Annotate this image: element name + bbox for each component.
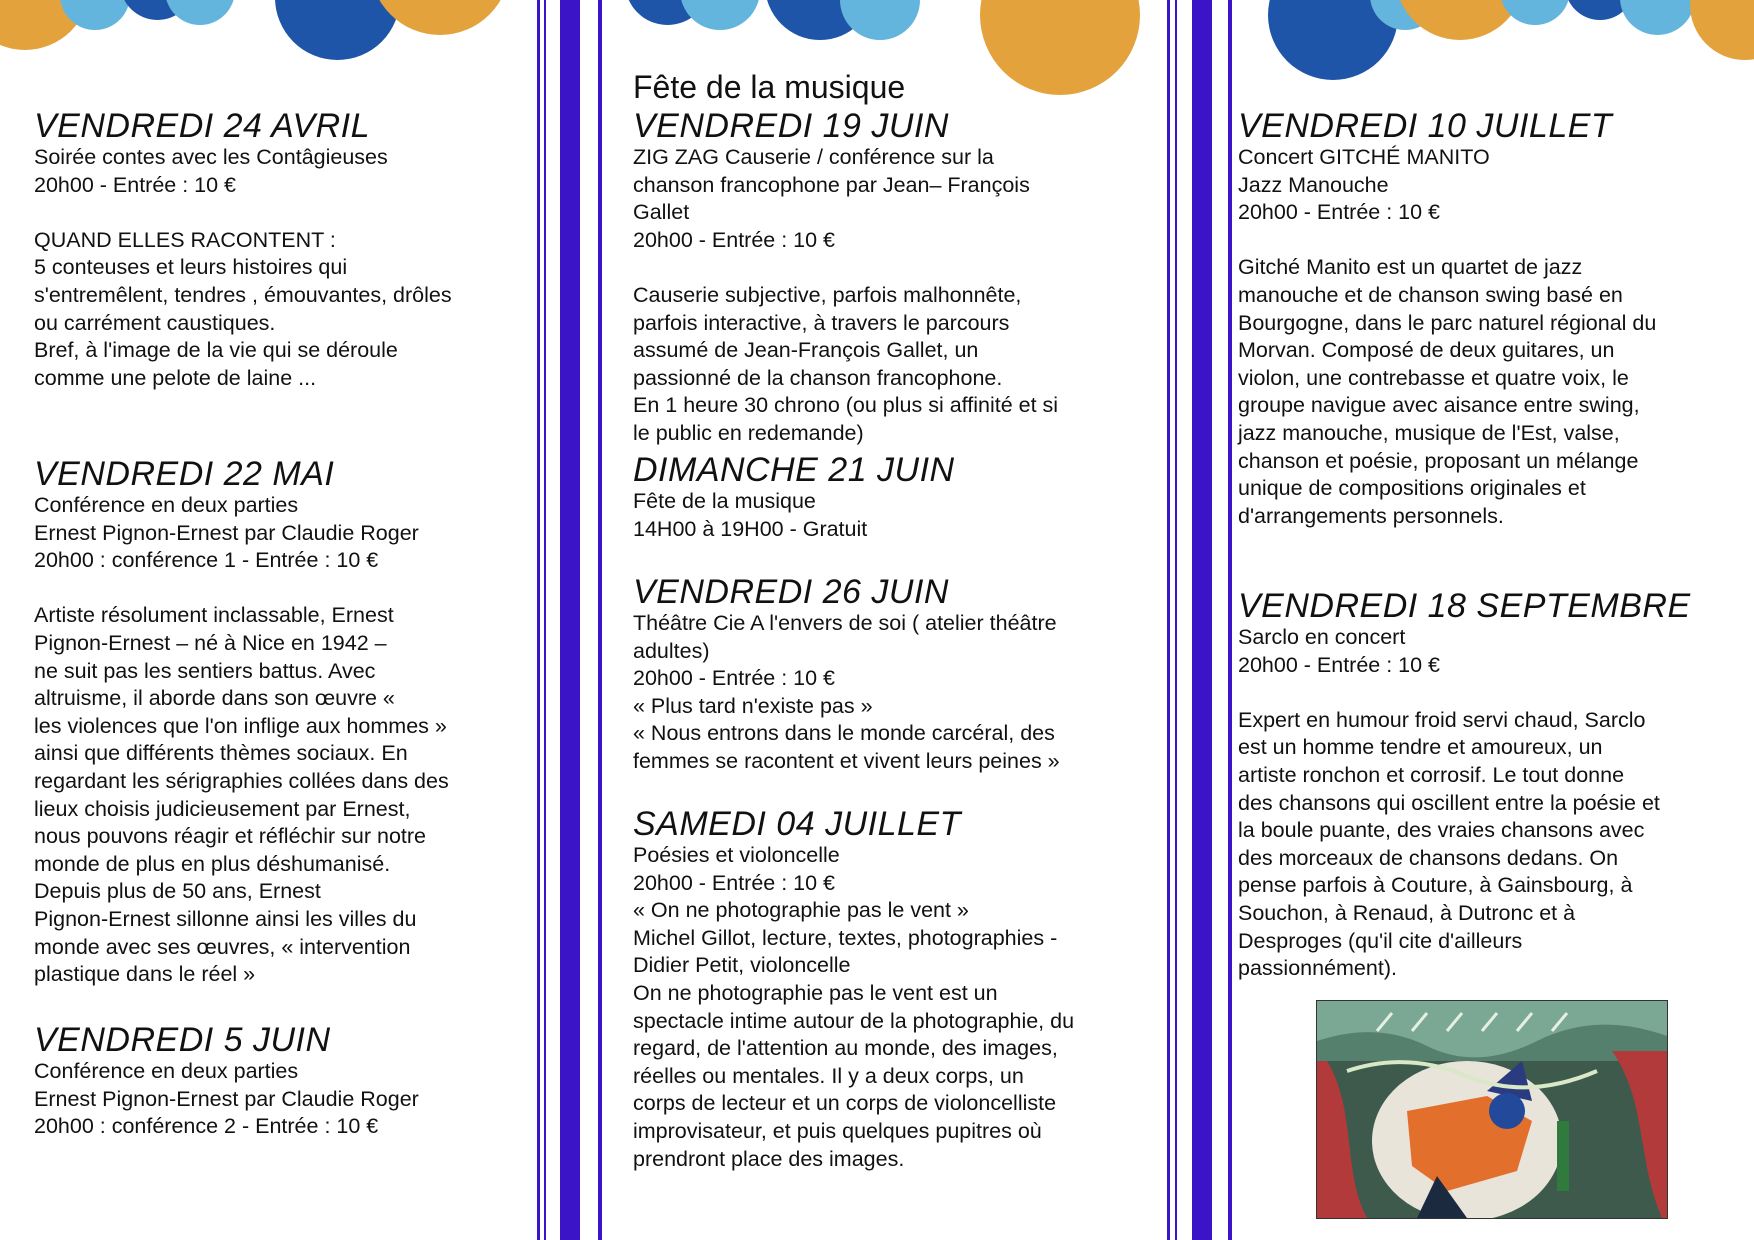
event-26-juin — [633, 574, 1060, 776]
event-date: VENDREDI 5 JUIN — [34, 1021, 331, 1059]
event-date: VENDREDI 24 AVRIL — [34, 107, 371, 145]
concert-photo — [1316, 1000, 1668, 1219]
decor-circle-sky — [1620, 0, 1695, 35]
decor-circle-orange — [1690, 0, 1754, 60]
event-description: Concert GITCHÉ MANITO Jazz Manouche 20h00 - Entrée : 10 € Gitché Manito est un quartet de jazz manouche et de chanson swing basé en Bourgogne, dans le parc naturel régional du Morvan. Composé de deux guitares, un violon, une contrebasse et quatre voix, le groupe navigue avec aisance entre swing, jazz manouche, musique de l'Est, valse, chanson et poésie, proposant un mélange unique de compositions originales et d'arrangements personnels. — [1238, 145, 1657, 528]
event-date: VENDREDI 18 SEPTEMBRE — [1238, 587, 1691, 625]
event-description: Conférence en deux parties Ernest Pignon-Ernest par Claudie Roger 20h00 : conférence 1 - Entrée : 10 € Artiste résolument inclassable, Ernest Pignon-Ernest – né à Nice en 1942 – ne suit pas les sentiers battus. Avec altruisme, il aborde dans son œuvre « les violences que l'on inflige aux hommes » ainsi que différents thèmes sociaux. En regardant les sérigraphies collées dans des lieux choisis judicieusement par Ernest, nous pouvons réagir et réfléchir sur notre monde de plus en plus déshumanisé. Depuis plus de 50 ans, Ernest Pignon-Ernest sillonne ainsi les villes du monde avec ses œuvres, « intervention plastique dans le réel » — [34, 493, 449, 987]
event-description: Sarclo en concert 20h00 - Entrée : 10 € Expert en humour froid servi chaud, Sarclo est un homme tendre et amoureux, un artiste ronchon et corrosif. Le tout donne des chansons qui oscillent entre la poésie et la boule puante, des vraies chansons avec des morceaux de chansons dedans. On pense parfois à Couture, à Gainsbourg, à Souchon, à Renaud, à Dutronc et à Desproges (qu'il cite d'ailleurs passionnément). — [1238, 625, 1660, 981]
mural-illustration — [1317, 1001, 1667, 1218]
event-date: VENDREDI 19 JUIN — [633, 107, 949, 145]
decor-circle-sky — [840, 0, 920, 40]
decor-circle-navy — [275, 0, 400, 60]
event-10-juillet — [1238, 108, 1656, 530]
event-description: Théâtre Cie A l'envers de soi ( atelier théâtre adultes) 20h00 - Entrée : 10 € « Plus tard n'existe pas » « Nous entrons dans le monde carcéral, des femmes se racontent et vivent leurs peines » — [633, 611, 1060, 773]
event-24-avril — [34, 108, 452, 392]
event-date: DIMANCHE 21 JUIN — [633, 451, 955, 489]
event-18-septembre — [1238, 588, 1691, 983]
decor-circle-sky — [1500, 0, 1570, 25]
event-date: VENDREDI 26 JUIN — [633, 573, 949, 611]
event-22-mai — [34, 456, 449, 989]
event-date: VENDREDI 10 JUILLET — [1238, 107, 1613, 145]
event-04-juillet — [633, 806, 1074, 1173]
event-description: Conférence en deux parties Ernest Pignon-Ernest par Claudie Roger 20h00 : conférence 2 - Entrée : 10 € — [34, 1059, 419, 1139]
event-19-juin — [633, 70, 1058, 448]
event-description: ZIG ZAG Causerie / conférence sur la chanson francophone par Jean– François Gallet 20h00 - Entrée : 10 € Causerie subjective, parfois malhonnête, parfois interactive, à travers le parcours assumé de Jean-François Gallet, un passionné de la chanson francophone. En 1 heure 30 chrono (ou plus si affinité et si le public en redemande) — [633, 145, 1059, 445]
event-date: SAMEDI 04 JUILLET — [633, 805, 961, 843]
event-pretitle: Fête de la musique — [633, 69, 906, 105]
decor-circle-sky — [680, 0, 760, 30]
event-21-juin — [633, 452, 955, 543]
event-description: Fête de la musique 14H00 à 19H00 - Gratuit — [633, 489, 868, 541]
event-5-juin — [34, 1022, 419, 1141]
decor-circle-sky — [165, 0, 235, 25]
event-date: VENDREDI 22 MAI — [34, 455, 335, 493]
event-description: Soirée contes avec les Contâgieuses 20h00 - Entrée : 10 € QUAND ELLES RACONTENT : 5 conteuses et leurs histoires qui s'entremêlent, tendres , émouvantes, drôles ou carrément caustiques. Bref, à l'image de la vie qui se déroule comme une pelote de laine ... — [34, 145, 452, 390]
event-description: Poésies et violoncelle 20h00 - Entrée : 10 € « On ne photographie pas le vent » Michel Gillot, lecture, textes, photographies - Didier Petit, violoncelle On ne photographie pas le vent est un spectacle intime autour de la photographie, du regard, de l'attention au monde, des images, réelles ou mentales. Il y a deux corps, un corps de lecteur et un corps de violoncelliste improvisateur, et puis quelques pupitres où prendront place des images. — [633, 843, 1075, 1171]
